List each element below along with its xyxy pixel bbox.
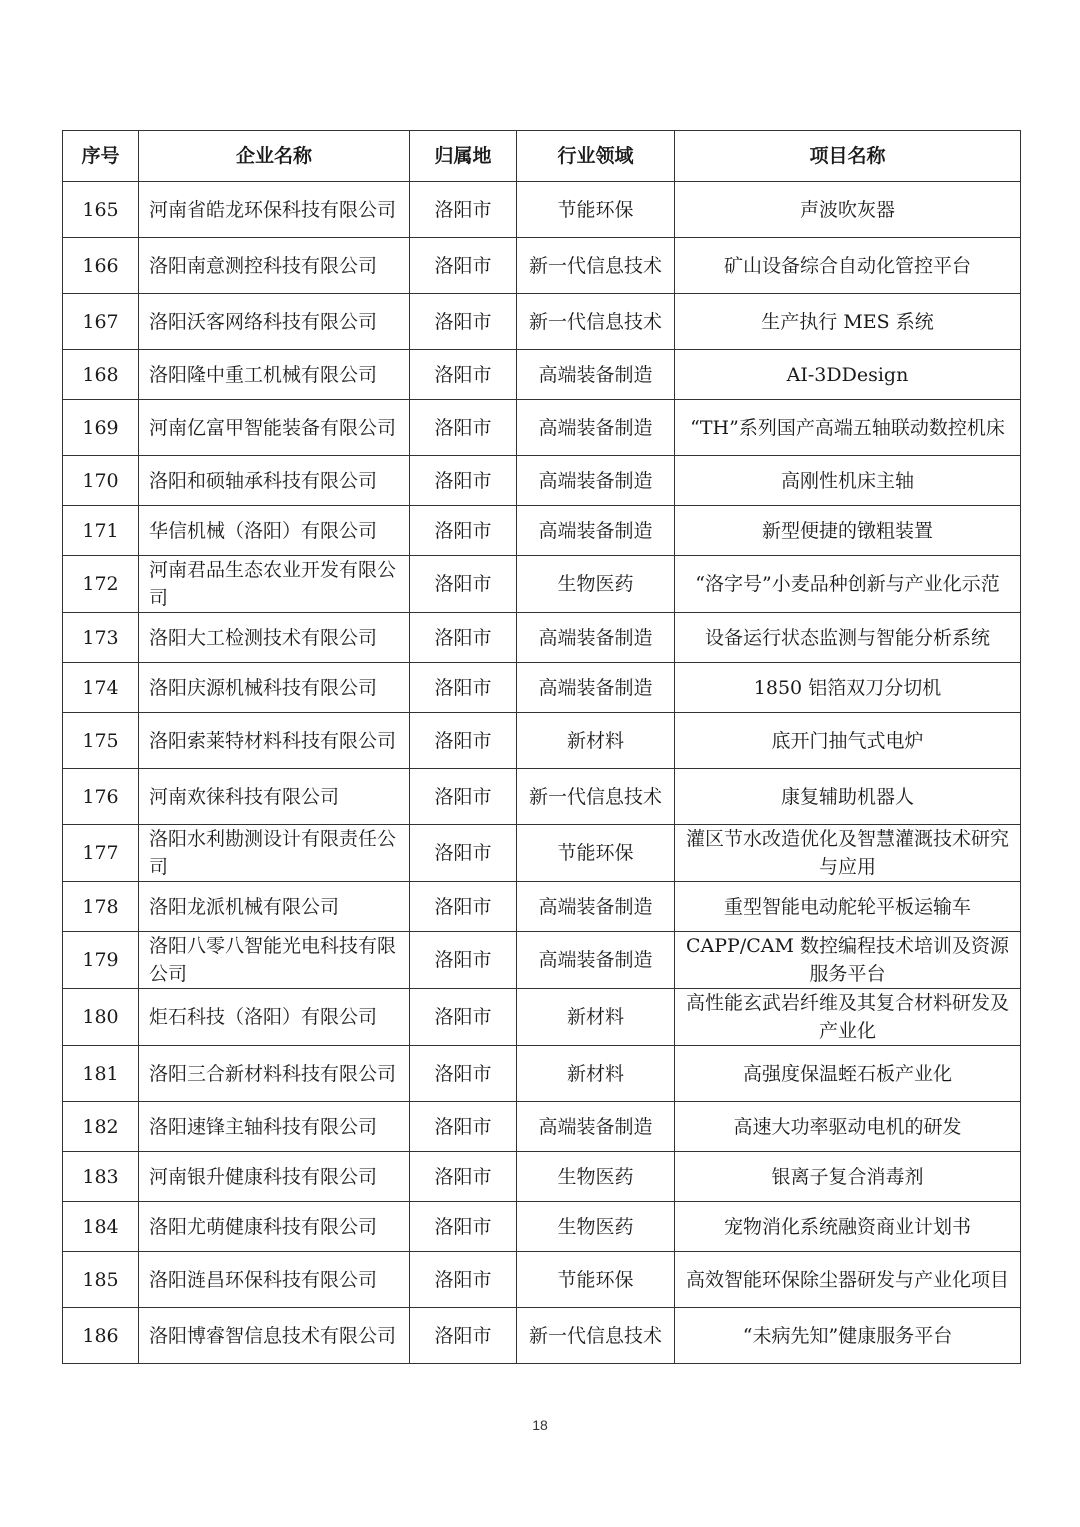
header-serial-number: 序号	[63, 131, 139, 182]
table-row	[63, 1102, 1021, 1152]
table-header-row	[63, 131, 1021, 182]
header-location: 归属地	[410, 131, 517, 182]
cell-project-name: 重型智能电动舵轮平板运输车	[675, 882, 1021, 932]
cell-location: 洛阳市	[410, 663, 517, 713]
cell-project-name: AI-3DDesign	[675, 350, 1021, 400]
cell-serial-number: 185	[63, 1252, 139, 1308]
cell-industry: 新一代信息技术	[517, 238, 675, 294]
cell-project-name: 新型便捷的镦粗装置	[675, 506, 1021, 556]
cell-location: 洛阳市	[410, 713, 517, 769]
table-row	[63, 350, 1021, 400]
header-industry: 行业领域	[517, 131, 675, 182]
cell-location: 洛阳市	[410, 825, 517, 882]
cell-serial-number: 177	[63, 825, 139, 882]
cell-project-name: 高速大功率驱动电机的研发	[675, 1102, 1021, 1152]
cell-industry: 新材料	[517, 713, 675, 769]
table-row	[63, 1308, 1021, 1364]
cell-company-name: 洛阳水利勘测设计有限责任公司	[139, 825, 410, 882]
cell-industry: 新一代信息技术	[517, 1308, 675, 1364]
cell-industry: 生物医药	[517, 1202, 675, 1252]
cell-industry: 生物医药	[517, 1152, 675, 1202]
cell-company-name: 洛阳索莱特材料科技有限公司	[139, 713, 410, 769]
cell-project-name: 设备运行状态监测与智能分析系统	[675, 613, 1021, 663]
cell-project-name: 高强度保温蛭石板产业化	[675, 1046, 1021, 1102]
cell-project-name: 灌区节水改造优化及智慧灌溉技术研究与应用	[675, 825, 1021, 882]
cell-industry: 新一代信息技术	[517, 769, 675, 825]
cell-company-name: 河南君品生态农业开发有限公司	[139, 556, 410, 613]
table-row	[63, 989, 1021, 1046]
cell-company-name: 洛阳南意测控科技有限公司	[139, 238, 410, 294]
cell-industry: 节能环保	[517, 825, 675, 882]
cell-location: 洛阳市	[410, 1046, 517, 1102]
header-project-name: 项目名称	[675, 131, 1021, 182]
cell-project-name: 矿山设备综合自动化管控平台	[675, 238, 1021, 294]
cell-location: 洛阳市	[410, 400, 517, 456]
table-row	[63, 506, 1021, 556]
enterprise-project-table	[62, 130, 1021, 1364]
cell-serial-number: 168	[63, 350, 139, 400]
table-row	[63, 713, 1021, 769]
cell-project-name: 康复辅助机器人	[675, 769, 1021, 825]
cell-location: 洛阳市	[410, 456, 517, 506]
table-row	[63, 1152, 1021, 1202]
table-row	[63, 182, 1021, 238]
cell-industry: 高端装备制造	[517, 506, 675, 556]
cell-project-name: 银离子复合消毒剂	[675, 1152, 1021, 1202]
cell-company-name: 洛阳速锋主轴科技有限公司	[139, 1102, 410, 1152]
table-row	[63, 1252, 1021, 1308]
cell-location: 洛阳市	[410, 1308, 517, 1364]
cell-industry: 高端装备制造	[517, 932, 675, 989]
cell-project-name: 生产执行 MES 系统	[675, 294, 1021, 350]
cell-location: 洛阳市	[410, 1202, 517, 1252]
cell-industry: 高端装备制造	[517, 350, 675, 400]
table-row	[63, 400, 1021, 456]
cell-company-name: 洛阳沃客网络科技有限公司	[139, 294, 410, 350]
cell-company-name: 洛阳大工检测技术有限公司	[139, 613, 410, 663]
page-number: 18	[532, 1417, 548, 1433]
cell-company-name: 河南亿富甲智能装备有限公司	[139, 400, 410, 456]
cell-serial-number: 181	[63, 1046, 139, 1102]
table-row	[63, 556, 1021, 613]
cell-project-name: 高刚性机床主轴	[675, 456, 1021, 506]
cell-project-name: 高性能玄武岩纤维及其复合材料研发及产业化	[675, 989, 1021, 1046]
cell-project-name: “未病先知”健康服务平台	[675, 1308, 1021, 1364]
cell-project-name: CAPP/CAM 数控编程技术培训及资源服务平台	[675, 932, 1021, 989]
cell-serial-number: 174	[63, 663, 139, 713]
cell-industry: 节能环保	[517, 1252, 675, 1308]
cell-company-name: 洛阳三合新材料科技有限公司	[139, 1046, 410, 1102]
cell-serial-number: 165	[63, 182, 139, 238]
cell-location: 洛阳市	[410, 350, 517, 400]
cell-project-name: “TH”系列国产高端五轴联动数控机床	[675, 400, 1021, 456]
cell-serial-number: 179	[63, 932, 139, 989]
cell-project-name: 宠物消化系统融资商业计划书	[675, 1202, 1021, 1252]
cell-serial-number: 186	[63, 1308, 139, 1364]
cell-industry: 节能环保	[517, 182, 675, 238]
cell-project-name: 底开门抽气式电炉	[675, 713, 1021, 769]
cell-company-name: 洛阳八零八智能光电科技有限公司	[139, 932, 410, 989]
cell-company-name: 洛阳龙派机械有限公司	[139, 882, 410, 932]
table-row	[63, 825, 1021, 882]
cell-project-name: “洛字号”小麦品种创新与产业化示范	[675, 556, 1021, 613]
cell-location: 洛阳市	[410, 182, 517, 238]
cell-company-name: 华信机械（洛阳）有限公司	[139, 506, 410, 556]
cell-serial-number: 167	[63, 294, 139, 350]
table-row	[63, 294, 1021, 350]
cell-company-name: 洛阳隆中重工机械有限公司	[139, 350, 410, 400]
cell-project-name: 高效智能环保除尘器研发与产业化项目	[675, 1252, 1021, 1308]
cell-location: 洛阳市	[410, 613, 517, 663]
cell-serial-number: 170	[63, 456, 139, 506]
cell-serial-number: 172	[63, 556, 139, 613]
table-row	[63, 932, 1021, 989]
cell-serial-number: 180	[63, 989, 139, 1046]
table-row	[63, 1046, 1021, 1102]
cell-company-name: 炬石科技（洛阳）有限公司	[139, 989, 410, 1046]
cell-location: 洛阳市	[410, 1252, 517, 1308]
cell-serial-number: 175	[63, 713, 139, 769]
cell-location: 洛阳市	[410, 294, 517, 350]
table-row	[63, 882, 1021, 932]
cell-industry: 新材料	[517, 989, 675, 1046]
cell-location: 洛阳市	[410, 1102, 517, 1152]
cell-project-name: 1850 铝箔双刀分切机	[675, 663, 1021, 713]
cell-location: 洛阳市	[410, 989, 517, 1046]
cell-company-name: 洛阳涟昌环保科技有限公司	[139, 1252, 410, 1308]
table-row	[63, 663, 1021, 713]
cell-industry: 高端装备制造	[517, 1102, 675, 1152]
cell-location: 洛阳市	[410, 506, 517, 556]
cell-location: 洛阳市	[410, 882, 517, 932]
table-row	[63, 1202, 1021, 1252]
cell-serial-number: 182	[63, 1102, 139, 1152]
cell-serial-number: 173	[63, 613, 139, 663]
table-row	[63, 238, 1021, 294]
cell-company-name: 洛阳博睿智信息技术有限公司	[139, 1308, 410, 1364]
cell-serial-number: 176	[63, 769, 139, 825]
table-row	[63, 769, 1021, 825]
cell-location: 洛阳市	[410, 1152, 517, 1202]
cell-industry: 高端装备制造	[517, 882, 675, 932]
cell-serial-number: 171	[63, 506, 139, 556]
cell-location: 洛阳市	[410, 932, 517, 989]
cell-serial-number: 169	[63, 400, 139, 456]
cell-location: 洛阳市	[410, 769, 517, 825]
cell-industry: 新材料	[517, 1046, 675, 1102]
cell-company-name: 河南省皓龙环保科技有限公司	[139, 182, 410, 238]
cell-industry: 高端装备制造	[517, 456, 675, 506]
cell-industry: 新一代信息技术	[517, 294, 675, 350]
cell-company-name: 河南银升健康科技有限公司	[139, 1152, 410, 1202]
cell-industry: 高端装备制造	[517, 613, 675, 663]
cell-company-name: 洛阳尤萌健康科技有限公司	[139, 1202, 410, 1252]
cell-industry: 高端装备制造	[517, 400, 675, 456]
cell-project-name: 声波吹灰器	[675, 182, 1021, 238]
cell-location: 洛阳市	[410, 238, 517, 294]
cell-serial-number: 184	[63, 1202, 139, 1252]
table-row	[63, 456, 1021, 506]
cell-industry: 生物医药	[517, 556, 675, 613]
header-company-name: 企业名称	[139, 131, 410, 182]
cell-company-name: 洛阳和硕轴承科技有限公司	[139, 456, 410, 506]
cell-industry: 高端装备制造	[517, 663, 675, 713]
cell-location: 洛阳市	[410, 556, 517, 613]
cell-serial-number: 178	[63, 882, 139, 932]
table-row	[63, 613, 1021, 663]
cell-company-name: 河南欢徕科技有限公司	[139, 769, 410, 825]
cell-serial-number: 183	[63, 1152, 139, 1202]
cell-company-name: 洛阳庆源机械科技有限公司	[139, 663, 410, 713]
cell-serial-number: 166	[63, 238, 139, 294]
